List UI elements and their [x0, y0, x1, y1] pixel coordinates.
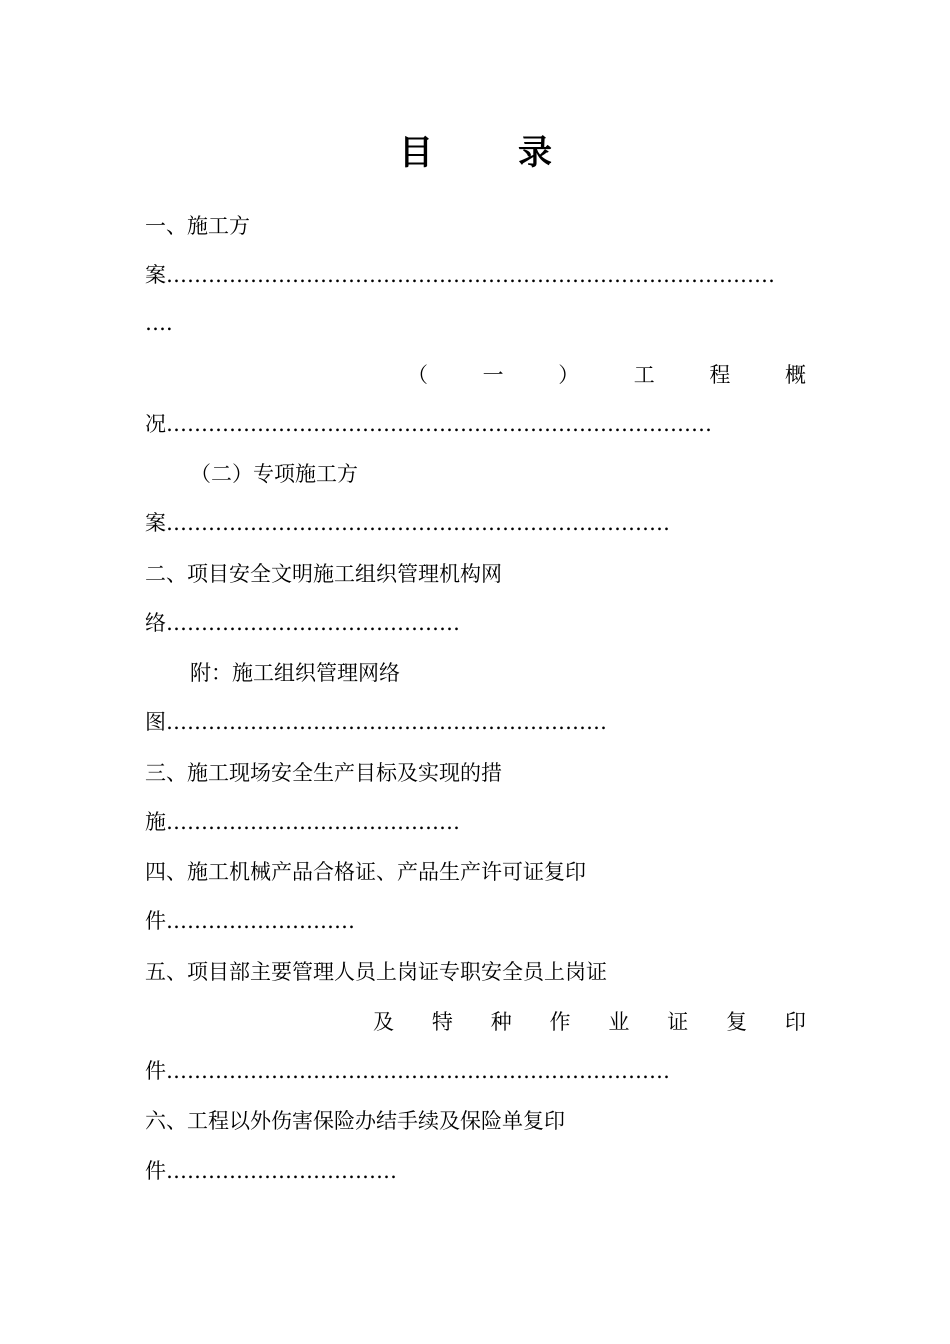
- toc-entry-1-1-title: [407, 360, 806, 390]
- toc-char: 及: [373, 1010, 394, 1034]
- toc-entry-1-2-leader: 案………………………………………………………………: [145, 511, 670, 535]
- toc-char: 工: [633, 363, 655, 387]
- toc-entry-6-title: 六、工程以外伤害保险办结手续及保险单复印: [145, 1109, 565, 1133]
- toc-entry-4-leader: 件………………………: [145, 909, 355, 933]
- toc-entry-4-title: 四、施工机械产品合格证、产品生产许可证复印: [145, 860, 586, 884]
- title-char-1: 目: [399, 133, 433, 173]
- toc-entry-3-title: 三、施工现场安全生产目标及实现的措: [145, 761, 502, 785]
- toc-entry-1-leader: 案……………………………………………………………………………: [145, 263, 775, 287]
- toc-entry-2-appendix-title: 附：施工组织管理网络: [190, 661, 400, 685]
- toc-char: 特: [431, 1010, 453, 1034]
- toc-char: 复: [726, 1010, 748, 1034]
- toc-char: 概: [784, 363, 806, 387]
- toc-entry-1-leader-tail: ….: [145, 311, 173, 335]
- toc-char: 业: [608, 1010, 630, 1034]
- toc-entry-1-2-title: （二）专项施工方: [190, 462, 358, 486]
- toc-entry-2-title: 二、项目安全文明施工组织管理机构网: [145, 562, 502, 586]
- toc-char: 证: [667, 1010, 689, 1034]
- toc-char: 一: [482, 363, 504, 387]
- title-char-2: 录: [518, 133, 552, 173]
- page-title: [0, 128, 950, 178]
- toc-entry-5-title-cont: [373, 1007, 806, 1037]
- toc-entry-6-leader: 件……………………………: [145, 1159, 397, 1183]
- toc-entry-1-title: 一、施工方: [145, 214, 250, 238]
- toc-entry-3-leader: 施……………………………………: [145, 810, 460, 834]
- toc-entry-5-leader: 件………………………………………………………………: [145, 1059, 670, 1083]
- toc-char: ）: [558, 363, 580, 387]
- toc-char: （: [407, 363, 428, 387]
- toc-char: 程: [709, 363, 731, 387]
- toc-char: 印: [784, 1010, 806, 1034]
- toc-entry-2-leader: 络……………………………………: [145, 611, 460, 635]
- toc-entry-2-appendix-leader: 图………………………………………………………: [145, 710, 607, 734]
- toc-char: 种: [490, 1010, 512, 1034]
- toc-char: 作: [549, 1010, 571, 1034]
- toc-entry-1-1-leader: 况……………………………………………………………………: [145, 412, 712, 436]
- toc-entry-5-title: 五、项目部主要管理人员上岗证专职安全员上岗证: [145, 960, 607, 984]
